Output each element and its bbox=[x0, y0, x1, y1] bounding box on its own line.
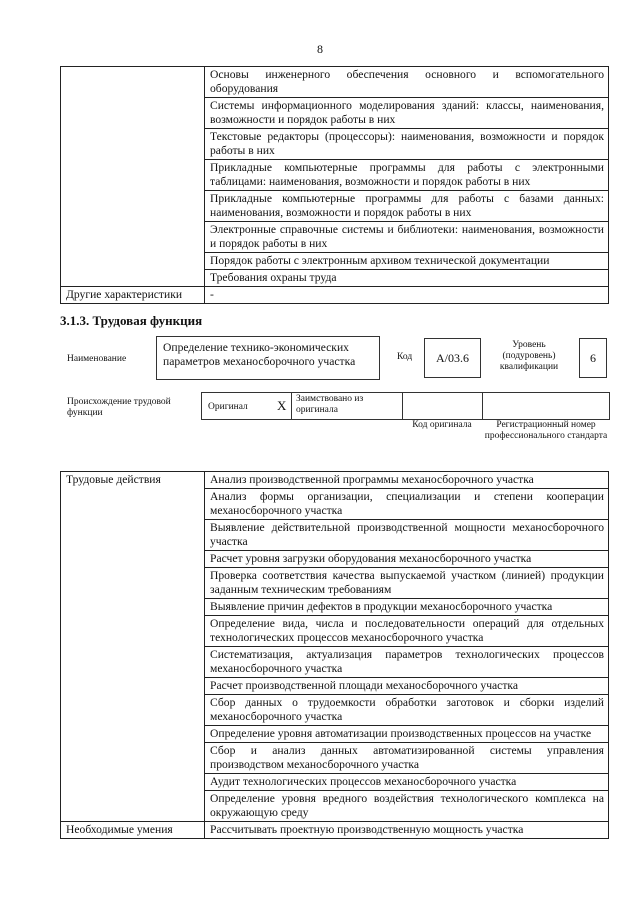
skill-item: Рассчитывать проектную производственную мощность участка bbox=[205, 822, 609, 839]
action-item: Выявление причин дефектов в продукции механосборочного участка bbox=[205, 599, 609, 616]
action-item: Определение уровня автоматизации производственных процессов на участке bbox=[205, 726, 609, 743]
knowledge-item: Прикладные компьютерные программы для работы с базами данных: наименования, возможности и порядок работы в них bbox=[205, 191, 609, 222]
action-item: Систематизация, актуализация параметров технологических процессов механосборочного участка bbox=[205, 647, 609, 678]
level-label: Уровень (подуровень) квалификации bbox=[499, 340, 559, 372]
knowledge-item: Прикладные компьютерные программы для работы с электронными таблицами: наименования, возможности и порядок работы в них bbox=[205, 160, 609, 191]
action-item: Аудит технологических процессов механосборочного участка bbox=[205, 774, 609, 791]
name-box bbox=[156, 336, 380, 380]
level-value: 6 bbox=[590, 351, 596, 365]
knowledge-item: Текстовые редакторы (процессоры): наименования, возможности и порядок работы в них bbox=[205, 129, 609, 160]
name-value: Определение технико-экономических параметров механосборочного участка bbox=[163, 341, 356, 368]
name-label: Наименование bbox=[67, 354, 127, 364]
knowledge-item: Требования охраны труда bbox=[205, 270, 609, 287]
level-box bbox=[579, 338, 607, 378]
section-title: 3.1.3. Трудовая функция bbox=[60, 313, 203, 328]
other-characteristics-value: - bbox=[205, 287, 609, 304]
origin-divider bbox=[482, 392, 483, 419]
action-item: Выявление действительной производственной мощности механосборочного участка bbox=[205, 520, 609, 551]
skills-label: Необходимые умения bbox=[61, 822, 205, 839]
knowledge-item: Электронные справочные системы и библиотеки: наименования, возможности и порядок работы в них bbox=[205, 222, 609, 253]
other-characteristics-label: Другие характеристики bbox=[61, 287, 205, 304]
origin-label: Происхождение трудовой функции bbox=[67, 397, 171, 418]
action-item: Анализ производственной программы механосборочного участка bbox=[205, 472, 609, 489]
knowledge-item: Основы инженерного обеспечения основного и вспомогательного оборудования bbox=[205, 67, 609, 98]
action-item: Сбор и анализ данных автоматизированной системы управления производством механосборочного участка bbox=[205, 743, 609, 774]
knowledge-item: Системы информационного моделирования зданий: классы, наименования, возможности и порядок работы в них bbox=[205, 98, 609, 129]
knowledge-label-cell bbox=[61, 67, 205, 287]
code-box bbox=[424, 338, 481, 378]
action-item: Анализ формы организации, специализации и степени кооперации механосборочного участка bbox=[205, 489, 609, 520]
page-number: 8 bbox=[317, 42, 323, 56]
origin-divider bbox=[291, 392, 292, 419]
action-item: Проверка соответствия качества выпускаемой участком (линией) продукции заданным техническим требованиям bbox=[205, 568, 609, 599]
origin-code-label: Код оригинала bbox=[412, 420, 472, 430]
reg-number-label: Регистрационный номер профессионального стандарта bbox=[484, 420, 608, 441]
origin-box bbox=[201, 392, 610, 420]
action-item: Определение вида, числа и последовательности операций для отдельных технологических процессов механосборочного участка bbox=[205, 616, 609, 647]
action-item: Определение уровня вредного воздействия технологического комплекса на окружающую среду bbox=[205, 791, 609, 822]
knowledge-table bbox=[60, 66, 609, 304]
knowledge-item: Порядок работы с электронным архивом технической документации bbox=[205, 253, 609, 270]
action-item: Расчет уровня загрузки оборудования механосборочного участка bbox=[205, 551, 609, 568]
actions-table bbox=[60, 471, 609, 839]
borrowed-label: Заимствовано из оригинала bbox=[296, 394, 364, 415]
code-label: Код bbox=[397, 352, 413, 362]
original-mark: X bbox=[277, 398, 287, 413]
action-item: Расчет производственной площади механосборочного участка bbox=[205, 678, 609, 695]
action-item: Сбор данных о трудоемкости обработки заготовок и сборки изделий механосборочного участка bbox=[205, 695, 609, 726]
original-label: Оригинал bbox=[208, 402, 248, 412]
code-value: А/03.6 bbox=[436, 351, 469, 365]
actions-label: Трудовые действия bbox=[61, 472, 205, 822]
origin-divider bbox=[402, 392, 403, 419]
